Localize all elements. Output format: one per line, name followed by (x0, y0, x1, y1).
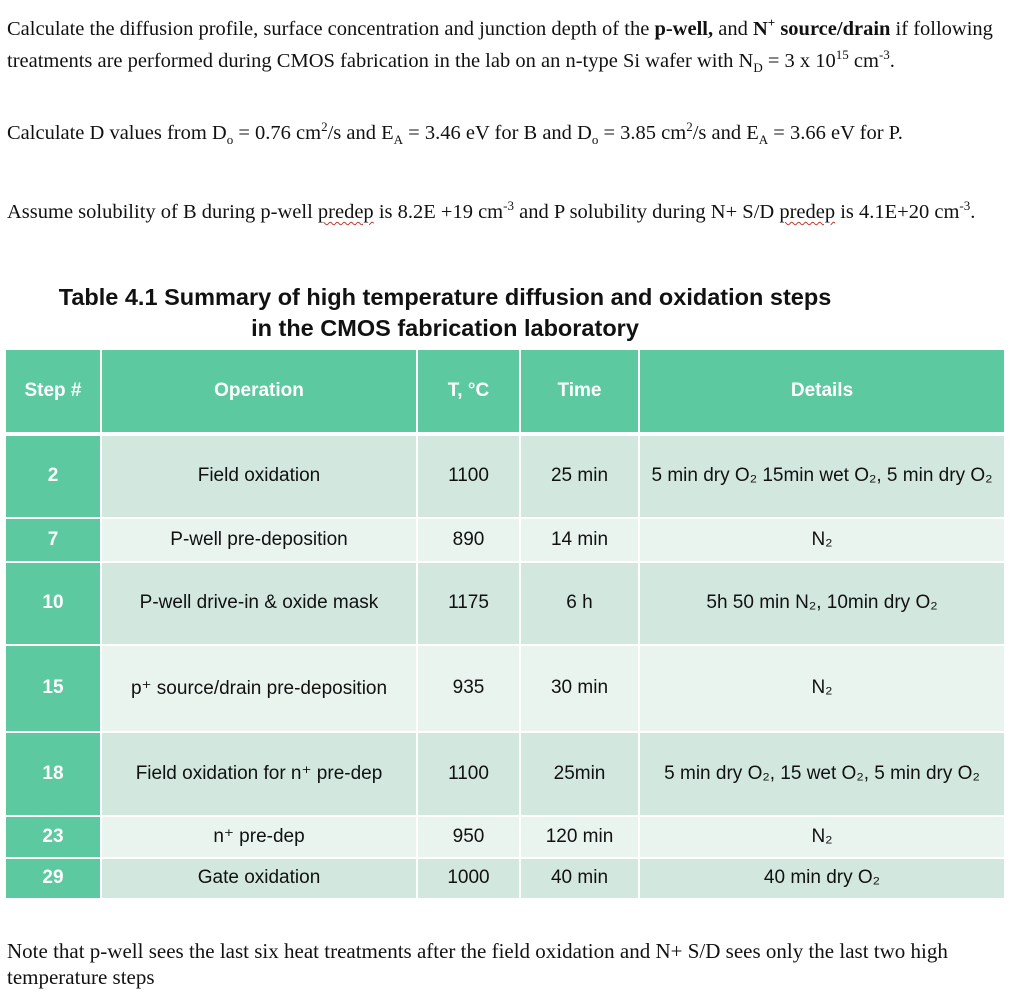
table-row (6, 436, 1004, 519)
table-header-row (6, 350, 1004, 436)
time-cell: 25 min (521, 436, 640, 519)
step-number: 23 (6, 817, 102, 858)
details-cell: N₂ (640, 817, 1004, 858)
step-number: 29 (6, 859, 102, 900)
table-row (6, 859, 1004, 900)
operation-cell: Field oxidation for n⁺ pre-dep (102, 733, 418, 818)
diffusion-steps-table (6, 350, 1004, 900)
table-row (6, 817, 1004, 858)
time-cell: 25min (521, 733, 640, 818)
problem-paragraph-2: Calculate D values from $D_o = 0.76$ $cm^2/s$ and $E_A = 3.46$ eV for B and $D_o = 3.85$ $cm^2/s$ and $E_A = 3.66$ eV for P. (7, 119, 903, 147)
details-cell: 5h 50 min N₂, 10min dry O₂ (640, 563, 1004, 646)
header-step: Step # (6, 350, 102, 436)
spellcheck-predep-2: predep (779, 200, 836, 223)
table-title-line-1: Table 4.1 Summary of high temperature diffusion and oxidation steps (58, 284, 832, 310)
time-cell: 40 min (521, 859, 640, 900)
time-cell: 6 h (521, 563, 640, 646)
table-title-line-2: in the CMOS fabrication laboratory (251, 315, 639, 341)
temperature-cell: 935 (418, 646, 521, 733)
table-row (6, 646, 1004, 733)
note-paragraph: Note that p-well sees the last six heat treatments after the field oxidation and N+ S/D sees only the last two high temperature steps (7, 939, 948, 989)
time-cell: 120 min (521, 817, 640, 858)
temperature-cell: 950 (418, 817, 521, 858)
operation-cell: P-well drive-in & oxide mask (102, 563, 418, 646)
header-operation: Operation (102, 350, 418, 436)
operation-cell: Field oxidation (102, 436, 418, 519)
temperature-cell: 1100 (418, 733, 521, 818)
header-time: Time (521, 350, 640, 436)
details-cell: 5 min dry O₂ 15min wet O₂, 5 min dry O₂ (640, 436, 1004, 519)
details-cell: N₂ (640, 646, 1004, 733)
step-number: 10 (6, 563, 102, 646)
details-cell: 5 min dry O₂, 15 wet O₂, 5 min dry O₂ (640, 733, 1004, 818)
details-cell: N₂ (640, 519, 1004, 563)
spellcheck-predep-1: predep (317, 200, 374, 223)
operation-cell: n⁺ pre-dep (102, 817, 418, 858)
temperature-cell: 1175 (418, 563, 521, 646)
step-number: 7 (6, 519, 102, 563)
header-details: Details (640, 350, 1004, 436)
table-row (6, 733, 1004, 818)
time-cell: 14 min (521, 519, 640, 563)
operation-cell: p⁺ source/drain pre-deposition (102, 646, 418, 733)
temperature-cell: 1000 (418, 859, 521, 900)
temperature-cell: 1100 (418, 436, 521, 519)
step-number: 18 (6, 733, 102, 818)
operation-cell: Gate oxidation (102, 859, 418, 900)
temperature-cell: 890 (418, 519, 521, 563)
operation-cell: P-well pre-deposition (102, 519, 418, 563)
problem-paragraph-1: Calculate the diffusion profile, surface concentration and junction depth of the p-well, and N+ source/drain if following treatments are performed during CMOS fabrication in the lab on an n-type Si wafer with $N_D = 3$ x $10^{15}$ $cm^{-3}$. (7, 15, 993, 75)
step-number: 15 (6, 646, 102, 733)
header-temperature: T, °C (418, 350, 521, 436)
table-row (6, 563, 1004, 646)
step-number: 2 (6, 436, 102, 519)
details-cell: 40 min dry O₂ (640, 859, 1004, 900)
problem-paragraph-3: Assume solubility of B during p-well predep is 8.2E +19 $cm^{-3}$ and P solubility during N+ S/D predep is 4.1E+20 $cm^{-3}$. (7, 198, 976, 223)
time-cell: 30 min (521, 646, 640, 733)
table-title (10, 282, 880, 344)
table-row (6, 519, 1004, 563)
